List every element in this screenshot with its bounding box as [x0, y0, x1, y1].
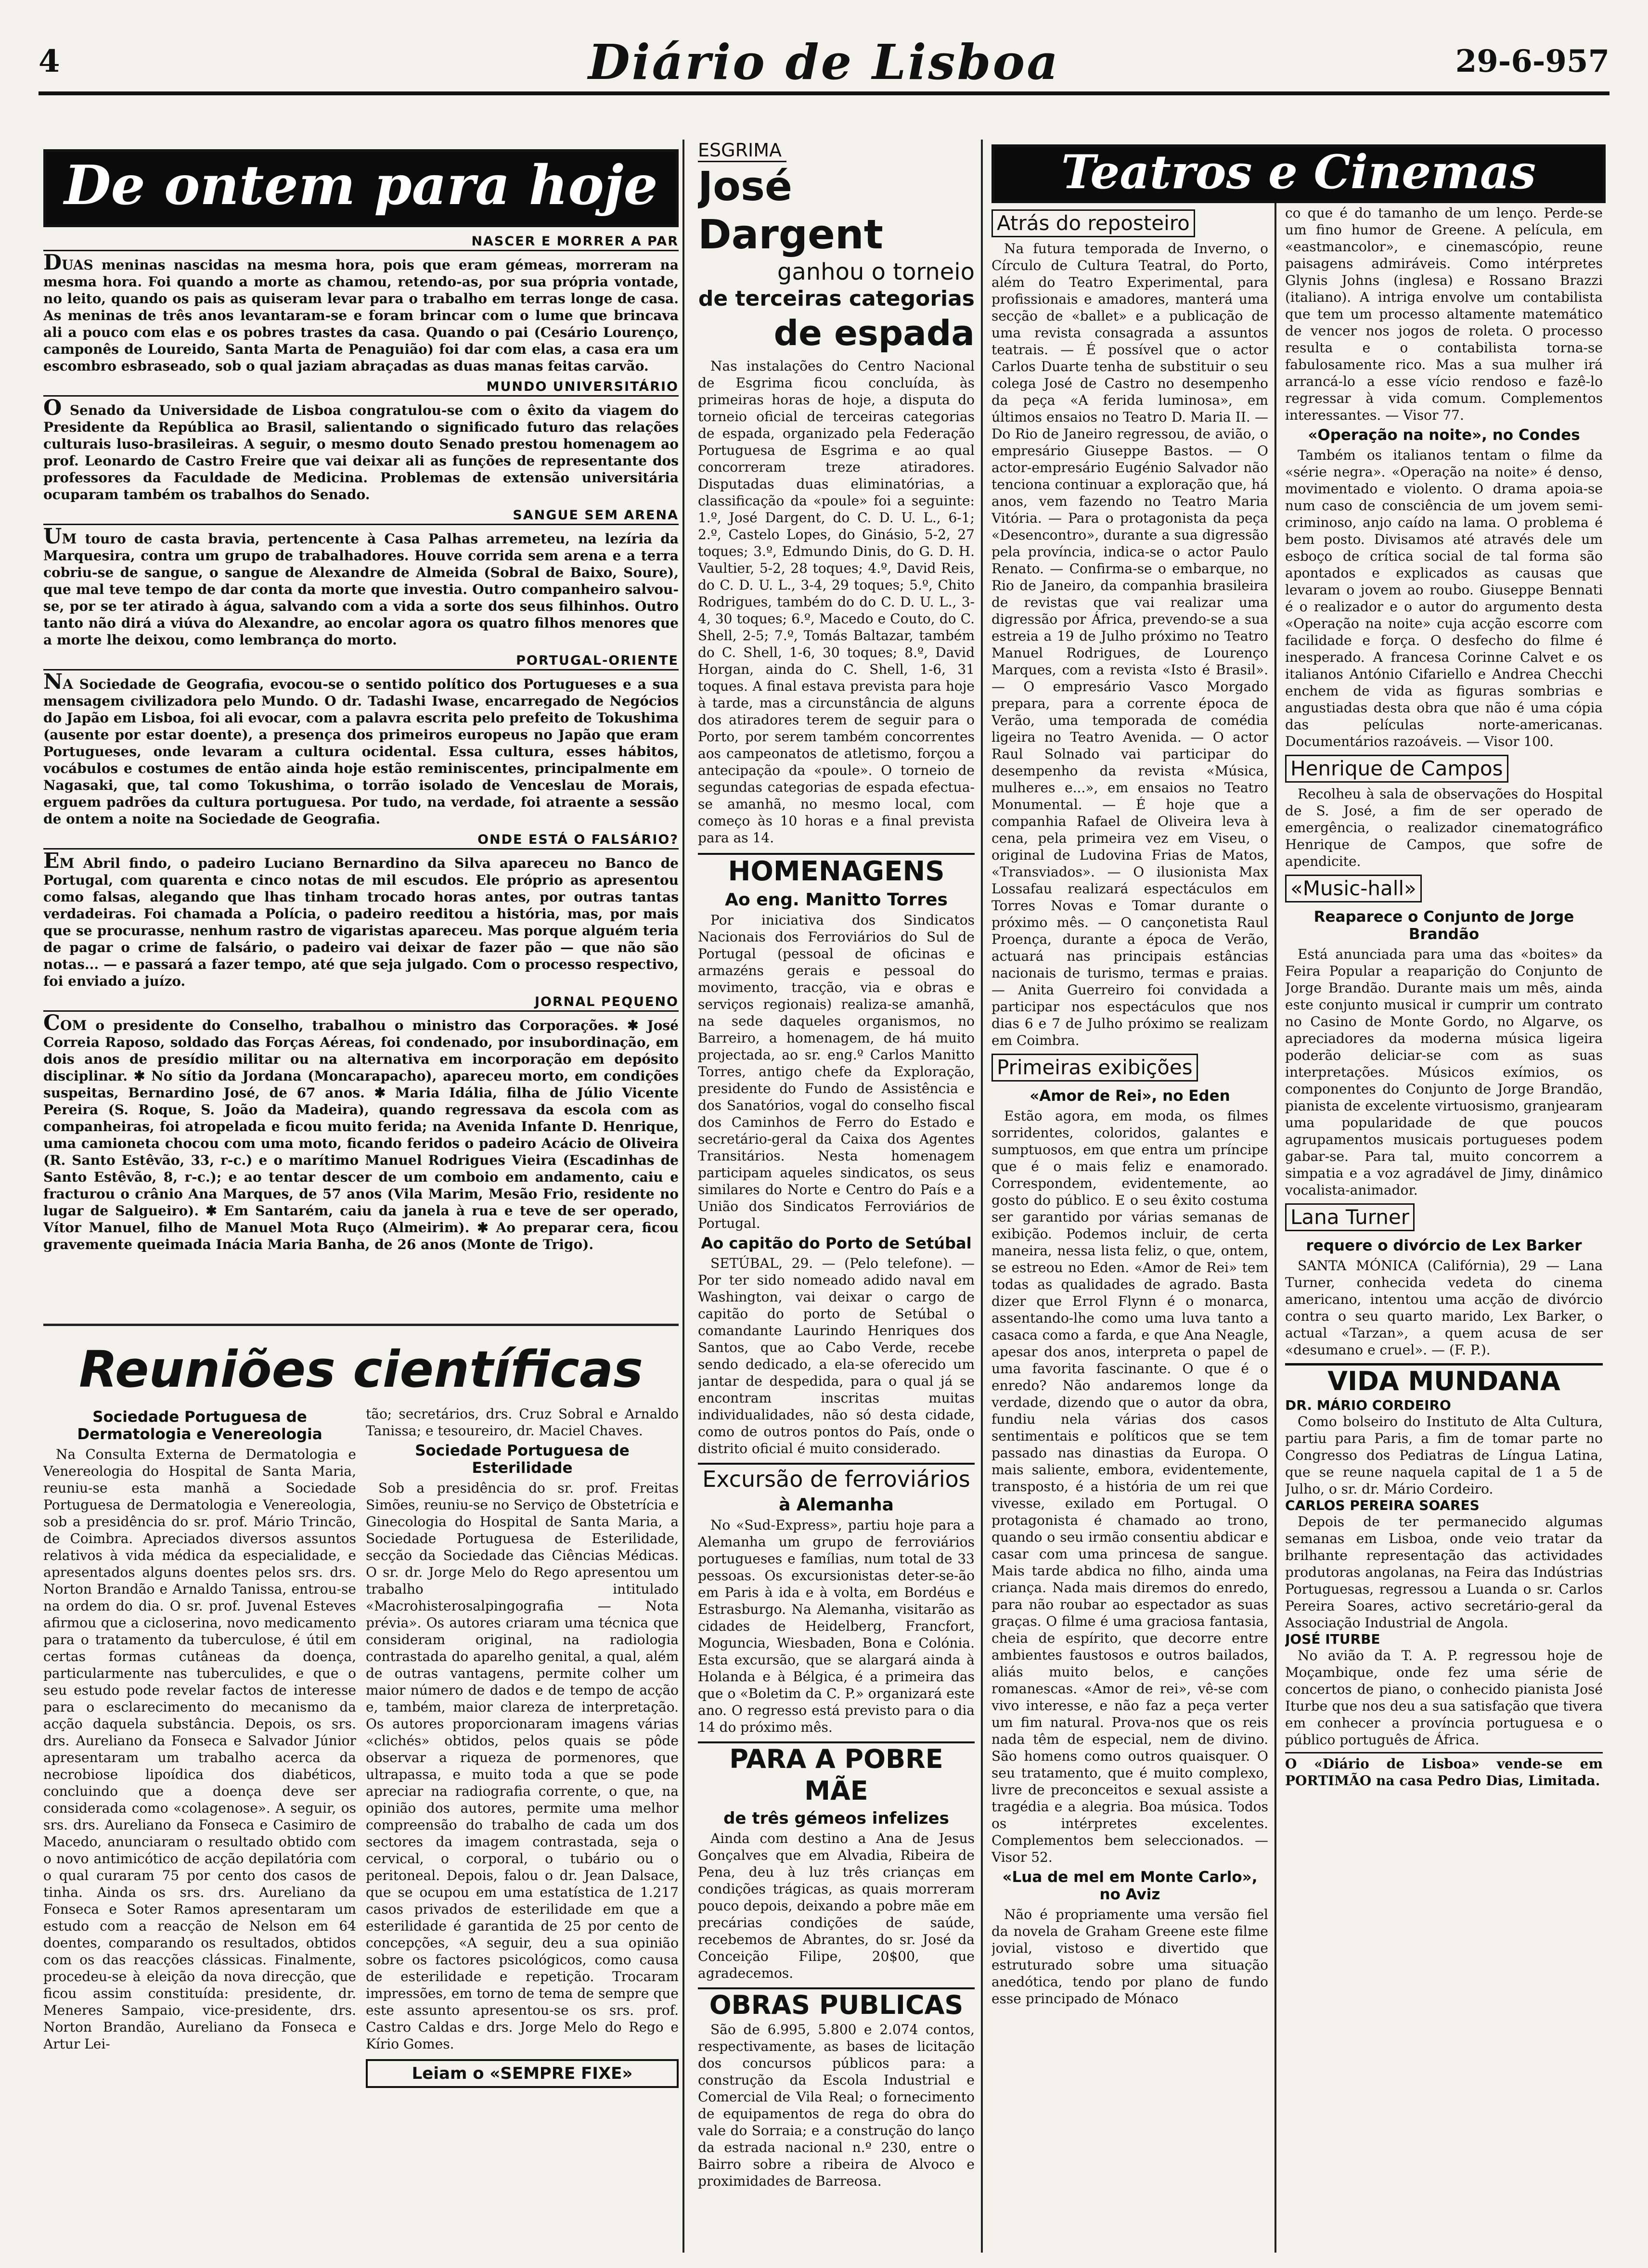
column-rule — [682, 140, 684, 2253]
society-text: Sob a presidência do sr. prof. Freitas Simões, reuniu-se no Serviço de Obstetrícia e Ginecologia do Hospital de Santa Maria, a Sociedade Portuguesa de Esterilidade, secção da Sociedade das Ciências Médicas. O sr. dr. Jorge Melo do Rego apresentou um trabalho intitulado «Macrohisterosalpingografia — Nota prévia». Os autores criaram uma técnica que consideram original, na radiologia contrastada do aparelho genital, a qual, além de outras vantagens, permite colher um maior número de dados e de tempo de acção e, também, maior clareza de interpretação. Os autores proporcionaram imagens várias «clichés» obtidos, pelos quais se pôde observar a riqueza de pormenores, que ultrapassa, e muito toda a que se pode apreciar na radiografia corrente, o que, na opinião dos autores, permite uma melhor compreensão do trabalho de cada um dos sectores da imagem contrastada, seja o cervical, o corporal, o tubário ou o peritoneal. Depois, falou o dr. Jean Dalsace, que se ocupou em uma estatística de 1.217 casos privados de esterilidade em que a esterilidade é garantida de 25 por cento de concepções, «A seguir, deu a sua opinião sobre os factores psicológicos, como causa de esterilidade e repetição. Trocaram impressões, em torno de tema de sempre que este assunto apresentou-se os srs. prof. Castro Caldas e drs. Jorge Melo do Rego e Kírio Gomes. — [366, 1480, 679, 2052]
column-cinemas-right — [1285, 205, 1603, 2253]
item-text: COM o presidente do Conselho, trabalhou o ministro das Corporações. ✱ José Correia Raposo, soldado das Forças Aéreas, foi condenado, por insubordinação, em dois anos de presídio militar ou na alternativa em incorporação em depósito disciplinar. ✱ No sítio da Jordana (Moncarapacho), apareceu morto, em condições suspeitas, Bernardino José, de 67 anos. ✱ Maria Idália, filha de Júlio Vicente Pereira (S. Roque, S. João da Madeira), quando regressava da escola com as companheiras, foi atropelada e ficou muito ferida; na Avenida Infante D. Henrique, uma camioneta chocou com uma moto, ficando feridos o padeiro Acácio de Oliveira (R. Santo Estêvão, 33, r-c.) e o marítimo Manuel Rodrigues Vieira (Escadinhas de Santo Estêvão, 8, r-c.); e ao tentar descer de um comboio em andamento, caiu e fracturou o crânio Ana Marques, de 57 anos (Vila Marim, Mesão Frio, residente no lugar de Salgueiro). ✱ Em Santarém, caiu da janela à rua e teve de ser operado, Vítor Manuel, filho de Manuel Mota Ruço (Almeirim). ✱ Ao preparar cera, ficou gravemente queimada Inácia Maria Banha, de 26 anos (Monte de Trigo). — [43, 1011, 679, 1252]
item-text: DUAS meninas nascidas na mesma hora, pois que eram gémeas, morreram na mesma hora. Foi quando a morte as chamou, retendo-as, por sua própria vontade, no leito, quando os pais as quiseram levar para o trabalho em terras longe de casa. As meninas de três anos levantaram-se e foram brincar com o lume que brincava ali a pouco com elas e os pobres trastes da casa. Quando o pai (Cesário Lourenço, camponês de Loureido, Santa Marta de Penaguião) foi dar com elas, a casa era um escombro esbraseado, sob o qual jaziam abraçadas as duas manas feitas carvão. — [43, 250, 679, 374]
pobre-mae-title: PARA A POBRE MÃE — [729, 1744, 943, 1806]
section-heading: «Music-hall» — [1285, 875, 1422, 902]
music-text: Está anunciada para uma das «boites» da Feira Popular a reaparição do Conjunto de Jorge Brandão. Durante mais um mês, ainda este conjunto musical ir cumprir um contrato no Casino de Monte Gordo, no Algarve, os apreciadores da moderna música ligeira poderão deliciar-se com as suas interpretações. Músicos exímios, os componentes do Conjunto de Jorge Brandão, pianista de excelente virtuosismo, granjearam uma popularidade de que poucos agrupamentos musicais portugueses podem gabar-se. Para tal, muito concorrem a simpatia e a voz agradável de Jimy, dinâmico vocalista-animador. — [1285, 946, 1603, 1198]
column-rule — [981, 140, 983, 2253]
reunioes-title: Reuniões científicas — [78, 1340, 644, 1399]
subhead: de terceiras categorias — [698, 286, 975, 311]
person-text: No avião da T. A. P. regressou hoje de Moçambique, onde fez uma série de concertos de piano, o conhecido pianista José Iturbe que nos deu a sua satisfação que tivera em conhecer a província portuguesa e o público português de África. — [1285, 1648, 1603, 1748]
society-heading: Sociedade Portuguesa de Esterilidade — [415, 1442, 630, 1477]
news-item — [43, 234, 679, 374]
person-name: CARLOS PEREIRA SOARES — [1285, 1497, 1480, 1513]
column-de-ontem — [43, 149, 679, 1319]
pobre-mae — [698, 1741, 975, 1982]
excursao-sub: à Alemanha — [779, 1495, 894, 1515]
column-esgrima — [698, 140, 975, 2253]
item-head: NASCER E MORRER A PAR — [43, 234, 679, 251]
homenagens-text: Por iniciativa dos Sindicatos Nacionais dos Ferroviários do Sul de Portugal (pessoal de oficinas e armazéns gerais e pessoal do movimento, tracção, via e obras e serviços regionais) realiza-se amanhã, na sede daqueles organismos, no Barreiro, a homenagem, de há muito projectada, ao sr. eng.º Carlos Manitto Torres, antigo chefe da Exploração, presidente do Fundo de Assistência e dos Sanatórios, vogal do conselho fiscal dos Caminhos de Ferro do Estado e secretário-geral da Caixa dos Agentes Transitários. Nesta homenagem participam aqueles sindicatos, os seus similares do Norte e Centro do País e a União dos Sindicatos Ferroviários de Portugal. — [698, 912, 975, 1231]
lana-sub: requere o divórcio de Lex Barker — [1306, 1237, 1582, 1254]
section-heading: Primeiras exibições — [991, 1054, 1198, 1082]
page-number: 4 — [39, 43, 60, 79]
section-divider — [43, 1324, 679, 1326]
teatros-text: Na futura temporada de Inverno, o Círculo de Cultura Teatral, do Porto, além do Teatro Experimental, para profissionais e amadores, manterá uma secção de «ballet» e a publicação de uma revista consagrada a assuntos teatrais. — É possível que o actor Carlos Duarte tenha de substituir o seu colega José de Castro no desempenho da peça «A ferida luminosa», em últimos ensaios no Teatro D. Maria II. — Do Rio de Janeiro regressou, de avião, o empresário Giuseppe Bastos. — O actor-empresário Eugénio Salvador não tenciona continuar a exploração que, há anos, vem fazendo no Teatro Maria Vitória. — Para o protagonista da peça «Desencontro», durante a sua digressão pela província, indica-se o actor Paulo Renato. — Confirma-se o embarque, no Rio de Janeiro, da companhia brasileira de revistas que vai realizar uma digressão por África, prevendo-se a sua estreia a 19 de Julho próximo no Teatro Manuel Rodrigues, de Lourenço Marques, com a revista «Isto é Brasil». — O empresário Vasco Morgado prepara, para a corrente época de Verão, uma temporada de comédia ligeira no Teatro Avenida. — O actor Raul Solnado vai participar do desempenho da revista «Música, mulheres e...», em ensaios no Teatro Monumental. — É hoje que a companhia Rafael de Oliveira leva à cena, pela primeira vez em Viseu, o original de Ludovina Frias de Matos, «Transviados». — O ilusionista Max Lossafau realizará espectáculos em Torres Novas e Tomar durante o próximo mês. — O cançonetista Raul Proença, durante a época de Verão, actuará nas principais estâncias nacionais de turismo, termas e praias. — Anita Guerreiro foi convidada a participar nos espectáculos que nos dias 6 e 7 de Julho próximo se realizam em Coimbra. — [991, 241, 1268, 1048]
continued-text: tão; secretários, drs. Cruz Sobral e Arnaldo Tanissa; e tesoureiro, dr. Maciel Chaves. — [366, 1406, 679, 1439]
continued-review-text: co que é do tamanho de um lenço. Perde-se um fino humor de Greene. A película, em «eastmancolor», e cinemascópio, reune paisagens admiráveis. Como intérpretes Glynis Johns (inglesa) e Rossano Brazzi (italiano). A intriga envolve um contabilista que tem um processo altamente matemático de vencer nos jogos de roleta. O processo resulta e o contabilista torna-se fabulosamente rico. Mas a sua mulher irá arrancá-lo a esse vício rendoso e fazê-lo regressar à vida comum. Complementos interessantes. — Visor 77. — [1285, 205, 1603, 423]
newspaper-title: Diário de Lisboa — [588, 34, 1060, 90]
excursao — [698, 1463, 975, 1736]
film-review-text: Estão agora, em moda, os filmes sorridentes, coloridos, galantes e sumptuosos, em que entra um príncipe que é o mais feliz e enamorado. Correspondem, evidentemente, ao gosto do público. E o seu êxito costuma ser garantido por várias semanas de exibição. Podemos incluir, de certa maneira, nessa lista feliz, o que, ontem, se estreou no Eden. «Amor de Rei» tem todas as qualidades de agrado. Basta dizer que Errol Flynn é o monarca, assentando-lhe como uma luva tanto a casaca como a farda, e que Ana Neagle, apesar dos anos, interpreta o papel de uma favorita fascinante. O que é o enredo? Não andaremos longe da verdade, dizendo que o autor da obra, fundiu nela várias dos casos sentimentais e políticos que se tem passado nas dinastias da Europa. O mais saliente, embora, evidentemente, transposto, é a história de um rei que vivesse, exilado em Portugal. O protagonista é chamado ao trono, quando o seu irmão consentiu abdicar e casar com uma princesa de sangue. Mais tarde abdica no filho, ainda uma criança. Nada mais diremos do enredo, para não roubar ao espectador as suas graças. O filme é uma graciosa fantasia, cheia de espírito, que decorre entre ambientes faustosos e outros bailados, aliás muito belos, e canções romanescas. «Amor de rei», vê-se com vivo interesse, e não faz a peça verter um fim natural. Prova-nos que os reis nada têm de especial, nem de divino. São homens como outros quaisquer. O seu tratamento, que é muito complexo, livre de preconceitos e sexual assiste a tragédia e a alegria. Boa música. Todos os intérpretes excelentes. Complementos bem seleccionados. — Visor 52. — [991, 1108, 1268, 1865]
reunioes-left-column — [43, 1405, 356, 2088]
film-heading: «Lua de mel em Monte Carlo», no Aviz — [1002, 1869, 1258, 1903]
vida-mundana — [1285, 1363, 1603, 1789]
masthead — [39, 19, 1609, 95]
obras-title: OBRAS PUBLICAS — [709, 1990, 964, 2020]
society-heading: Sociedade Portuguesa de Dermatologia e Venereologia — [77, 1408, 322, 1443]
item-head: PORTUGAL-ORIENTE — [43, 653, 679, 670]
item-text: O Senado da Universidade de Lisboa congratulou-se com o êxito da viagem do Presidente da República ao Brasil, salientando o significado futuro das relações culturais luso-brasileiras. A seguir, o mesmo douto Senado prestou homenagem ao prof. Leonardo de Castro Freire que vai deixar ali as funções de representante dos professores da Faculdade de Medicina. Problemas de extensão universitária ocuparam também os trabalhos do Senado. — [43, 396, 679, 503]
homenagens — [698, 853, 975, 1457]
news-item — [43, 653, 679, 827]
lana-text: SANTA MÓNICA (Califórnia), 29 — Lana Turner, conhecida vedeta do cinema americano, intentou uma acção de divórcio contra o seu quarto marido, Lex Barker, o actual «Tarzan», a quem acusa de ser «desumano e cruel». — (F. P.). — [1285, 1258, 1603, 1358]
news-item — [43, 379, 679, 503]
vida-title: VIDA MUNDANA — [1327, 1366, 1560, 1396]
section-banner: De ontem para hoje — [43, 149, 679, 227]
homenagens-text: SETÚBAL, 29. — (Pelo telefone). — Por ter sido nomeado adido naval em Washington, vai deixar o cargo de capitão do porto de Setúbal o comandante Laurindo Henriques dos Santos, que ao Cabo Verde, recebe sendo dedicado, a ela-se oferecido um jantar de despedida, para o qual já se encontram inscritas muitas individualidades, não só desta cidade, como de outros pontos do País, onde o distrito oficial é muito considerado. — [698, 1255, 975, 1456]
item-text: NA Sociedade de Geografia, evocou-se o sentido político dos Portugueses e a sua mensagem civilizadora pelo Mundo. O dr. Tadashi Iwase, encarregado de Negócios do Japão em Lisboa, foi ali evocar, com a palavra escrita pelo prefeito de Tokushima (ausente por estar doente), a presença dos primeiros europeus no Japão que eram Portugueses, onde levaram a cultura ocidental. Essa cultura, esses hábitos, vocábulos e costumes de então ainda hoje estão reminiscentes, principalmente em Nagasaki, que, tal como Tokushima, o torrão isolado de Venceslau de Morais, erguem padrões da cultura portuguesa. Por tudo, na verdade, foi atraente a sessão de ontem a noite na Sociedade de Geografia. — [43, 670, 679, 827]
item-text: UM touro de casta bravia, pertencente à Casa Palhas arremeteu, na lezíria da Marquesira, contra um grupo de trabalhadores. Houve corrida sem arena e a terra cobriu-se de sangue, o sangue de Alexandre de Almeida (Sobral de Baixo, Soure), que mal teve tempo de dar conta da morte que investia. Outro companheiro salvou-se, por se ter atirado à água, salvando com a vida a sorte dos seus filhinhos. Outro tanto não dirá a viúva do Alexandre, ao encolar agora os quatro filhos menores que a morte lhe deixou, como lembrança do morto. — [43, 524, 679, 648]
news-item — [43, 832, 679, 990]
film-review-text: Também os italianos tentam o filme da «série negra». «Operação na noite» é denso, movimentado e violento. O drama apoia-se num caso de consciência de um jovem semi-criminoso, anjo caído na lama. O problema é bem posto. Divisamos até através dele um esboço de crítica social de tal forma são apontados e explicados as causas que levaram o jovem ao roubo. Giuseppe Bennati é o realizador e o autor do argumento desta «Operação na noite» cuja acção escorre com facilidade e força. O desfecho do filme é inesperado. A francesa Corinne Calvet e os italianos António Cifariello e Andrea Checchi enchem de vida as figuras sombrias e angustiadas desta obra que não é uma cópia das películas norte-americanas. Documentários razoáveis. — Visor 100. — [1285, 447, 1603, 749]
reunioes-cientificas — [43, 1338, 679, 2253]
excursao-title: Excursão de ferroviários — [702, 1466, 970, 1492]
homenagens-sub: Ao eng. Manitto Torres — [725, 890, 948, 910]
pobre-mae-text: Ainda com destino a Ana de Jesus Gonçalves que em Alvadia, Ribeira de Pena, deu à luz três crianças em condições trágicas, as quais morreram pouco depois, deixando a pobre mãe em precárias condições de saúde, recebemos de Abrantes, do sr. José da Conceição Filipe, 20$00, que agradecemos. — [698, 1830, 975, 1981]
film-heading: «Amor de Rei», no Eden — [1030, 1087, 1230, 1105]
item-head: ONDE ESTÁ O FALSÁRIO? — [43, 832, 679, 850]
person-name: JOSÉ ITURBE — [1285, 1631, 1380, 1647]
item-head: MUNDO UNIVERSITÁRIO — [43, 379, 679, 397]
reunioes-right-column — [366, 1405, 679, 2088]
news-item — [43, 508, 679, 648]
item-head: SANGUE SEM ARENA — [43, 508, 679, 525]
film-review-text: Não é propriamente uma versão fiel da novela de Graham Greene este filme jovial, vistoso e divertido que estruturado sobre uma situação anedótica, tendo por plano de fundo esse principado de Mónaco — [991, 1907, 1268, 2007]
obras-text: São de 6.995, 5.800 e 2.074 contos, respectivamente, as bases de licitação dos concursos públicos para: a construção da Escola Industrial e Comercial de Vila Real; o fornecimento de equipamentos de rega do obra do vale do Sorraia; e a construção do lanço da estrada nacional n.º 230, entre o Bairro sobre a ribeira de Alvoco e proximidades de Barreosa. — [698, 2022, 975, 2189]
section-label: ESGRIMA — [698, 140, 786, 162]
item-head: JORNAL PEQUENO — [43, 994, 679, 1012]
film-heading: «Operação na noite», no Condes — [1308, 426, 1580, 444]
pobre-mae-sub: de três gémeos infelizes — [723, 1809, 949, 1828]
person-text: Depois de ter permanecido algumas semanas em Lisboa, onde veio tratar da brilhante representação das actividades produtoras angolanas, na Feira das Indústrias Portuguesas, regressou a Luanda o sr. Carlos Pereira Soares, activo secretário-geral da Associação Industrial de Angola. — [1285, 1514, 1603, 1631]
column-rule — [1275, 202, 1276, 2253]
homenagens-title: HOMENAGENS — [728, 856, 945, 887]
column-teatros — [991, 205, 1268, 2253]
section-banner: Teatros e Cinemas — [991, 144, 1606, 203]
promo-box: Leiam o «SEMPRE FIXE» — [366, 2059, 679, 2088]
headline: José Dargent — [698, 163, 883, 258]
article-text: Nas instalações do Centro Nacional de Esgrima ficou concluída, às primeiras horas de hoje, a disputa do torneio oficial de terceiras categorias de espada, organizado pela Federação Portuguesa de Esgrima e ao qual concorreram treze atiradores. Disputadas duas eliminatórias, a classificação da «poule» foi a seguinte: 1.º, José Dargent, do C. D. U. L., 6-1; 2.º, Castelo Lopes, do Ginásio, 5-2, 27 toques; 3.º, Edmundo Dinis, do G. D. H. Vaultier, 5-2, 28 toques; 4.º, David Reis, do C. D. U. L., 3-4, 29 toques; 5.º, Chito Rodrigues, também do do C. D. U. L., 3-4, 30 toques; 6.º, Macedo e Couto, do C. Shell, 2-5; 7.º, Tomás Baltazar, também do C. Shell, 1-6, 30 toques; 8.º, David Horgan, ainda do C. Shell, 1-6, 31 toques. A final estava prevista para hoje à tarde, mas a circunstância de alguns dos atiradores terem de seguir para o Porto, por serem também concorrentes aos campeonatos de atletismo, forçou a antecipação da «poule». O torneio de segundas categorias de espada efectua-se amanhã, no mesmo local, com começo às 10 horas e a final prevista para as 14. — [698, 358, 975, 846]
news-text: Recolheu à sala de observações do Hospital de S. José, a fim de ser operado de emergência, o realizador cinematográfico Henrique de Campos, que sofre de apendicite. — [1285, 786, 1603, 869]
news-item — [43, 994, 679, 1253]
society-text: Na Consulta Externa de Dermatologia e Venereologia do Hospital de Santa Maria, reuniu-se esta manhã a Sociedade Portuguesa de Dermatologia e Venereologia, sob a presidência do sr. prof. Mário Trincão, de Coimbra. Apreciados diversos assuntos relativos à vida médica da especialidade, e apresentados alguns doentes pelos srs. drs. Norton Brandão e Arnaldo Tanissa, entrou-se na ordem do dia. O sr. prof. Juvenal Esteves afirmou que a cicloserina, novo medicamento para o tratamento da tuberculose, é útil em certas formas cutâneas da doença, particularmente nas tuberculides, e que o seu estudo pode revelar factos de interesse para o esclarecimento do mecanismo da acção daquela substância. Depois, os srs. drs. Aureliano da Fonseca e Salvador Júnior apresentaram um trabalho acerca da necrobiose lipoídica dos diabéticos, concluindo que a doença deve ser considerada como «colagenose». A seguir, os srs. drs. Aureliano da Fonseca e Casimiro de Macedo, anunciaram o resultado obtido com o novo antimicótico de acção depilatória com o qual curaram 75 por cento dos casos de tinha. Ainda os srs. drs. Aureliano da Fonseca e Soter Ramos apresentaram um estudo com a reacção de Nelson em 64 doentes, comparando os resultados, obtidos com os das reacções clássicas. Finalmente, procedeu-se à eleição da nova direcção, que ficou assim constituída: presidente, dr. Meneres Sampaio, vice-presidente, drs. Norton Brandão, Aureliano da Fonseca e Artur Lei- — [43, 1446, 356, 2052]
section-heading: Atrás do reposteiro — [991, 209, 1195, 237]
issue-date: 29-6-957 — [1455, 43, 1609, 79]
homenagens-sub: Ao capitão do Porto de Setúbal — [701, 1234, 972, 1252]
sales-notice: O «Diário de Lisboa» vende-se em PORTIMÃO na casa Pedro Dias, Limitada. — [1285, 1752, 1603, 1789]
item-text: EM Abril findo, o padeiro Luciano Bernardino da Silva apareceu no Banco de Portugal, com quarenta e cinco notas de mil escudos. Ele próprio as apresentou como falsas, alegando que lhas tinham trocado horas antes, por outras tantas verdadeiras. Foi chamada a Polícia, o padeiro reeditou a história, mas, por mais que se procurasse, nenhum rastro de vigaristas apareceu. Mas porque alguém teria de pagar o crime de falsário, o padeiro vai deixar de fazer pão — que não são notas... — e passará a fazer tempo, até que seja julgado. Com o processo respectivo, foi enviado a juízo. — [43, 849, 679, 989]
subhead: ganhou o torneio — [777, 258, 975, 285]
obras-publicas — [698, 1987, 975, 2190]
section-heading: Lana Turner — [1285, 1203, 1415, 1231]
person-name: DR. MÁRIO CORDEIRO — [1285, 1397, 1451, 1413]
section-heading: Henrique de Campos — [1285, 755, 1508, 783]
subhead: de espada — [773, 313, 975, 353]
person-text: Como bolseiro do Instituto de Alta Cultura, partiu para Paris, a fim de tomar parte no Congresso dos Pediatras de Língua Latina, que se reune naquela capital de 1 a 5 de Julho, o sr. dr. Mário Cordeiro. — [1285, 1414, 1603, 1497]
excursao-text: No «Sud-Express», partiu hoje para a Alemanha um grupo de ferroviários portugueses e famílias, num total de 33 pessoas. Os excursionistas deter-se-ão em Paris à ida e à volta, em Bordéus e Estrasburgo. Na Alemanha, visitarão as cidades de Heidelberg, Francfort, Moguncia, Wiesbaden, Bona e Colónia. Esta excursão, que se alargará ainda à Holanda e à Bélgica, é a primeira das que o «Boletim da C. P.» organizará este ano. O regresso está previsto para o dia 14 do próximo mês. — [698, 1517, 975, 1735]
music-sub: Reaparece o Conjunto de Jorge Brandão — [1313, 908, 1574, 943]
